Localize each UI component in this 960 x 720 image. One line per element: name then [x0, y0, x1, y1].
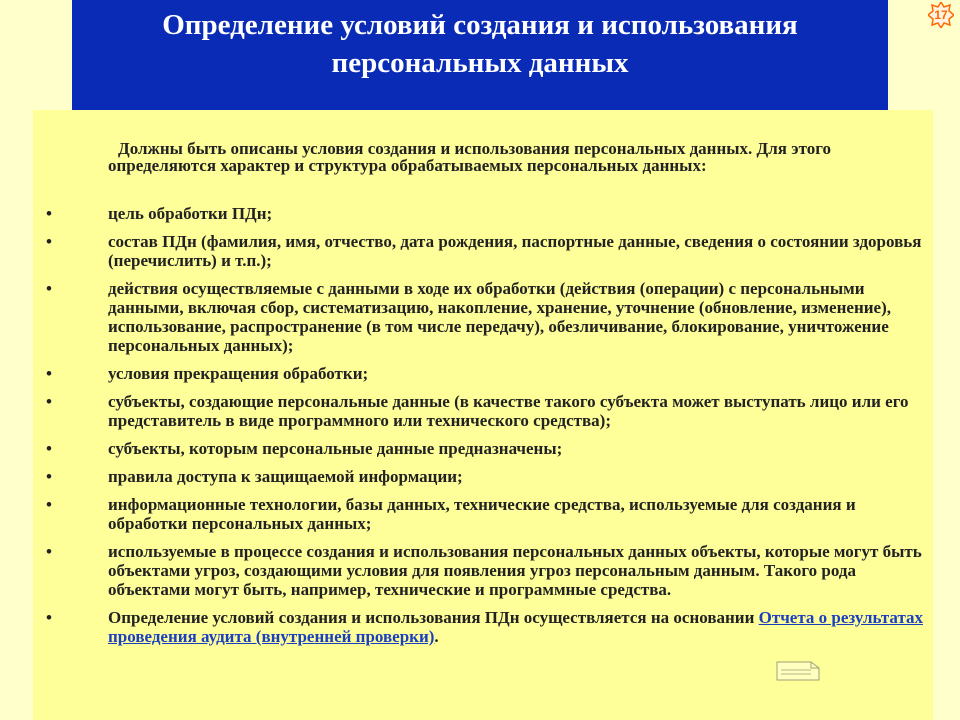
bullet: • — [46, 467, 52, 486]
bullet: • — [46, 608, 52, 627]
list-item — [33, 542, 928, 599]
list-item — [33, 467, 928, 486]
list-item-text: состав ПДн (фамилия, имя, отчество, дата рождения, паспортные данные, сведения о состоянии здоровья (перечислить) и т.п.); — [108, 232, 922, 270]
slide-number: 17 — [934, 8, 948, 22]
list-item-text: правила доступа к защищаемой информации; — [108, 467, 463, 486]
list-item — [33, 232, 928, 270]
list-item-text: цель обработки ПДн; — [108, 204, 273, 223]
list-item-text: используемые в процессе создания и использования персональных данных объекты, которые могут быть объектами угроз, создающими условия для появления угроз персональным данным. Такого рода объектами могут быть, например, технические и программные средства. — [108, 542, 922, 599]
last-item-text: Определение условий создания и использования ПДн осуществляется на основании — [108, 608, 759, 627]
list-item-text: действия осуществляемые с данными в ходе их обработки (действия (операции) с персональными данными, включая сбор, систематизацию, накопление, хранение, уточнение (обновление, изменение), использование, распространение (в том числе передачу), обезличивание, блокирование, уничтожение персональных данных); — [108, 279, 891, 355]
list-item — [33, 204, 928, 223]
list-item — [33, 364, 928, 383]
last-item-end: . — [434, 627, 439, 646]
slide-header — [72, 0, 888, 110]
audit-report-link[interactable]: Отчета о результатах проведения аудита (внутренней проверки) — [108, 608, 924, 646]
list-item — [33, 279, 928, 355]
bullet: • — [46, 364, 52, 383]
document-paper-icon — [771, 658, 827, 682]
conditions-list — [33, 204, 928, 655]
list-item-text: условия прекращения обработки; — [108, 364, 369, 383]
bullet: • — [46, 204, 52, 223]
bullet: • — [46, 392, 52, 411]
slide-title-line-1: Определение условий создания и использования — [162, 9, 798, 41]
slide-title-line-2: персональных данных — [331, 47, 629, 79]
list-item-text: субъекты, которым персональные данные предназначены; — [108, 439, 563, 458]
bullet: • — [46, 439, 52, 458]
bullet: • — [46, 495, 52, 514]
bullet: • — [46, 542, 52, 561]
intro-paragraph: Должны быть описаны условия создания и использования персональных данных. Для этого определяются характер и структура обрабатываемых персональных данных: — [108, 139, 831, 175]
list-item — [33, 495, 928, 533]
list-item-last — [33, 608, 928, 646]
list-item-text: субъекты, создающие персональные данные (в качестве такого субъекта может выступать лицо или его представитель в виде программного или технического средства); — [108, 392, 909, 430]
list-item — [33, 439, 928, 458]
bullet: • — [46, 232, 52, 251]
slide-number-badge — [928, 2, 954, 28]
list-item — [33, 392, 928, 430]
bullet: • — [46, 279, 52, 298]
list-item-text: информационные технологии, базы данных, технические средства, используемые для создания и обработки персональных данных; — [108, 495, 856, 533]
slide-content — [33, 110, 933, 720]
